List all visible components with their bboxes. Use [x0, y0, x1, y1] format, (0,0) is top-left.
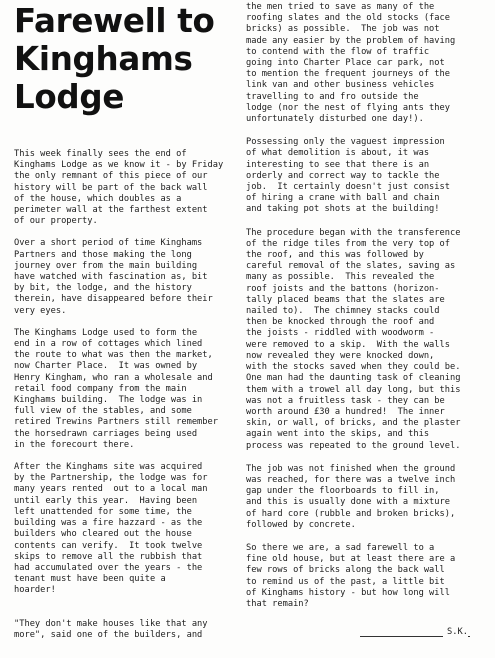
text-line: "They don't make houses like that any [14, 618, 208, 629]
text-line: the men tried to save as many of the [246, 2, 435, 12]
text-line: of the house, which doubles as a [14, 193, 182, 204]
text-line: Possessing only the vaguest impression [246, 137, 445, 148]
text-line: them with a trowel all day long, but this [246, 384, 461, 395]
text-line: the route to what was then the market, [14, 350, 213, 361]
text-line: unfortunately disturbed one day!). [246, 114, 424, 125]
text-line: full view of the stables, and some [14, 406, 192, 417]
text-line: going into Charter Place car park, not [246, 58, 445, 69]
text-line: Kinghams building. The lodge was in [14, 395, 203, 406]
text-line: many as possible. This revealed the [246, 272, 435, 283]
text-line: Partners and those making the long [14, 249, 192, 260]
left-column [14, 149, 236, 641]
text-line: was not a fruitless task - they can be [246, 395, 445, 406]
text-line: with the stocks saved when they could be. [246, 362, 461, 373]
author-signature: S.K. [443, 627, 468, 637]
text-line: until early this year. Having been [14, 495, 198, 506]
text-line: more", said one of the builders, and [14, 629, 203, 640]
right-column [246, 2, 486, 610]
text-line: hoarder! [14, 585, 56, 596]
text-line: followed by concrete. [246, 519, 356, 530]
text-line: The job was not finished when the ground [246, 463, 456, 474]
text-line: have watched with fascination as, bit [14, 272, 208, 283]
text-line: of our property. [14, 216, 98, 227]
article-title [14, 2, 224, 116]
text-line: the joists - riddled with woodworm - [246, 328, 435, 339]
text-line: had accumulated over the years - the [14, 562, 203, 573]
text-line: in the forecourt there. [14, 439, 135, 450]
text-line: by bit, the lodge, and the history [14, 283, 192, 294]
text-line: left unattended for some time, the [14, 506, 192, 517]
text-line: orderly and correct way to tackle the [246, 170, 440, 181]
text-line: So there we are, a sad farewell to a [246, 542, 435, 553]
text-line: interesting to see that there is an [246, 159, 430, 170]
text-line: very eyes. [14, 305, 67, 316]
paragraph [246, 137, 486, 215]
text-line: process was repeated to the ground level. [246, 440, 461, 451]
text-line: skips to remove all the rubbish that [14, 551, 203, 562]
text-line: the roof, and this was followed by [246, 250, 424, 261]
text-line: roofing slates and the old stocks (face [246, 13, 450, 24]
text-line: One man had the daunting task of cleaning [246, 373, 461, 384]
text-line: of what demolition is about, it was [246, 148, 430, 159]
text-line: the horsedrawn carriages being used [14, 428, 198, 439]
text-line: of hiring a crane with ball and chain [246, 193, 440, 204]
text-line: Kinghams Lodge as we know it - by Friday [14, 160, 224, 171]
paragraph [246, 543, 486, 610]
text-line: to remind us of the past, a little bit [246, 576, 445, 587]
text-line: Henry Kingham, who ran a wholesale and [14, 372, 213, 383]
text-line: lodge (nor the nest of flying ants they [246, 102, 450, 113]
title-line: Farewell to [14, 2, 215, 40]
text-line: now revealed they were knocked down, [246, 350, 435, 361]
text-line: tenant must have been quite a [14, 574, 166, 585]
text-line: retail food company from the main [14, 383, 187, 394]
text-line: The Kinghams Lodge used to form the [14, 327, 198, 338]
title-line: Lodge [14, 78, 125, 116]
text-line: of Kinghams history - but how long will [246, 587, 450, 598]
text-line: journey over from the main building [14, 260, 198, 271]
text-line: gap under the floorboards to fill in, [246, 486, 440, 497]
text-line: history will be part of the back wall [14, 182, 208, 193]
title-line: Kinghams [14, 40, 193, 78]
text-line: few rows of bricks along the back wall [246, 565, 445, 576]
text-line: skin, or wall, of bricks, and the plaster [246, 418, 461, 429]
text-line: and taking pot shots at the building! [246, 204, 440, 215]
text-line: contents can verify. It took twelve [14, 540, 203, 551]
text-line: to mention the frequent journeys of the [246, 69, 450, 80]
text-line: careful removal of the slates, saving as [246, 261, 456, 272]
text-line: Over a short period of time Kinghams [14, 238, 203, 249]
text-line: nailed to). The chimney stacks could [246, 306, 440, 317]
text-line: by the Partnership, the lodge was for [14, 473, 208, 484]
text-line: made any easier by the problem of having [246, 35, 456, 46]
text-line: then be knocked through the roof and [246, 317, 435, 328]
text-line: now Charter Place. It was owned by [14, 361, 198, 372]
text-line: After the Kinghams site was acquired [14, 462, 203, 473]
paragraph [14, 462, 236, 596]
text-line: building was a fire hazzard - as the [14, 518, 203, 529]
paragraph [14, 149, 236, 227]
paragraph [246, 464, 486, 531]
text-line: that remain? [246, 598, 309, 609]
paragraph [14, 328, 236, 451]
text-line: bricks) as possible. The job was not [246, 24, 440, 35]
text-line: worth around £30 a hundred! The inner [246, 406, 445, 417]
text-line: link van and other business vehicles [246, 80, 435, 91]
text-line: retired Trewins Partners still remember [14, 417, 218, 428]
paragraph [14, 619, 236, 641]
text-line: and this is usually done with a mixture [246, 497, 450, 508]
text-line: tally placed beams that the slates are [246, 294, 445, 305]
text-line: The procedure began with the transference [246, 227, 461, 238]
text-line: to contend with the flow of traffic [246, 46, 430, 57]
text-line: travelling to and fro outside the [246, 91, 419, 102]
text-line: job. It certainly doesn't just consist [246, 182, 450, 193]
text-line: many years rented out to a local man [14, 484, 208, 495]
paragraph [14, 238, 236, 316]
text-line: again went into the skips, and this [246, 429, 430, 440]
paragraph [246, 2, 486, 125]
text-line: builders who cleared out the house [14, 529, 192, 540]
text-line: roof joists and the battons (horizon- [246, 283, 440, 294]
text-line: This week finally sees the end of [14, 149, 187, 159]
text-line: end in a row of cottages which lined [14, 339, 203, 350]
text-line: therein, have disappeared before their [14, 294, 213, 305]
text-line: fine old house, but at least there are a [246, 554, 456, 565]
text-line: were removed to a skip. With the walls [246, 339, 450, 350]
text-line: of hard core (rubble and broken bricks), [246, 508, 456, 519]
text-line: perimeter wall at the farthest extent [14, 205, 208, 216]
text-line: the only remnant of this piece of our [14, 171, 208, 182]
text-line: of the ridge tiles from the very top of [246, 238, 450, 249]
paragraph [246, 228, 486, 452]
text-line: was reached, for there was a twelve inch [246, 474, 456, 485]
